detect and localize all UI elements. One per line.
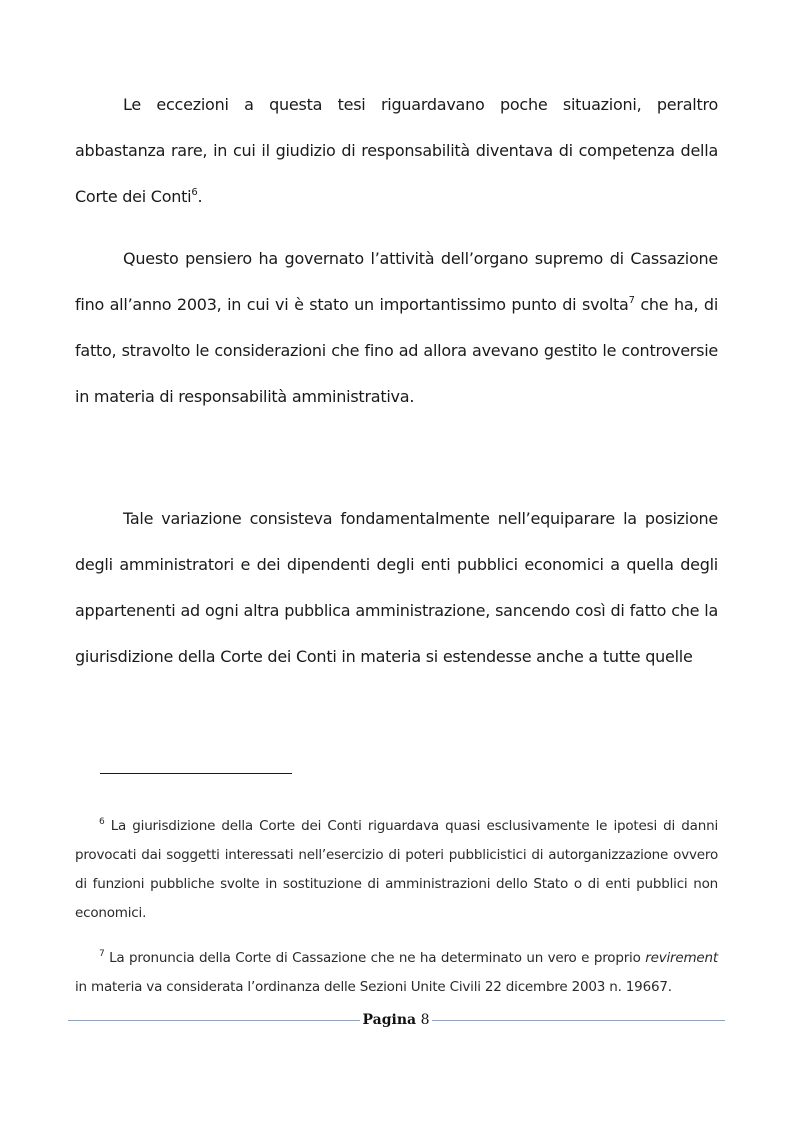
footnote-text: La pronuncia della Corte di Cassazione che ne ha determinato un vero e proprio <box>104 950 646 966</box>
body-paragraph-1 <box>75 82 718 220</box>
body-paragraph-2 <box>75 236 718 420</box>
paragraph-text: Tale variazione consisteva fondamentalmente nell’equiparare la posizione degli amministratori e dei dipendenti degli enti pubblici economici a quella degli appartenenti ad ogni altra pubblica amministrazione, sancendo così di fatto che la giurisdizione della Corte dei Conti in materia si estendesse anche a tutte quelle <box>75 509 718 666</box>
paragraph-text: Questo pensiero ha governato l’attività dell’organo supremo di Cassazione fino all’anno 2003, in cui vi è stato un importantissimo punto di svolta <box>75 249 718 314</box>
footnote-number: 6 <box>99 817 105 827</box>
paragraph-text: che ha, di fatto, stravolto le considerazioni che fino ad allora avevano gestito le controversie in materia di responsabilità amministrativa. <box>75 295 719 406</box>
body-paragraph-3 <box>75 496 718 680</box>
footnote-6 <box>75 812 718 928</box>
footnote-text: in materia va considerata l’ordinanza delle Sezioni Unite Civili 22 dicembre 2003 n. 19667. <box>75 979 672 995</box>
page-number: 8 <box>420 1012 430 1028</box>
footnote-text: La giurisdizione della Corte dei Conti riguardava quasi esclusivamente le ipotesi di danni provocati dai soggetti interessati nell’esercizio di poteri pubblicistici di autorganizzazione ovvero di funzioni pubbliche svolte in sostituzione di amministrazioni dello Stato o di enti pubblici non economici. <box>75 818 718 921</box>
footer-rule-right <box>432 1020 725 1021</box>
footnote-7 <box>75 944 718 1002</box>
paragraph-text: Le eccezioni a questa tesi riguardavano poche situazioni, peraltro abbastanza rare, in cui il giudizio di responsabilità diventava di competenza della Corte dei Conti <box>75 95 718 206</box>
page-number-label <box>360 1010 432 1030</box>
footnote-italic-term: revirement <box>645 950 718 966</box>
page-footer <box>68 1010 725 1030</box>
paragraph-text: . <box>197 187 203 206</box>
footnote-number: 7 <box>99 949 105 959</box>
footnote-ref-6[interactable]: 6 <box>191 187 198 198</box>
footnote-separator <box>100 773 292 774</box>
page-label: Pagina <box>362 1012 417 1028</box>
footnote-ref-7[interactable]: 7 <box>628 295 635 306</box>
footer-rule-left <box>68 1020 360 1021</box>
